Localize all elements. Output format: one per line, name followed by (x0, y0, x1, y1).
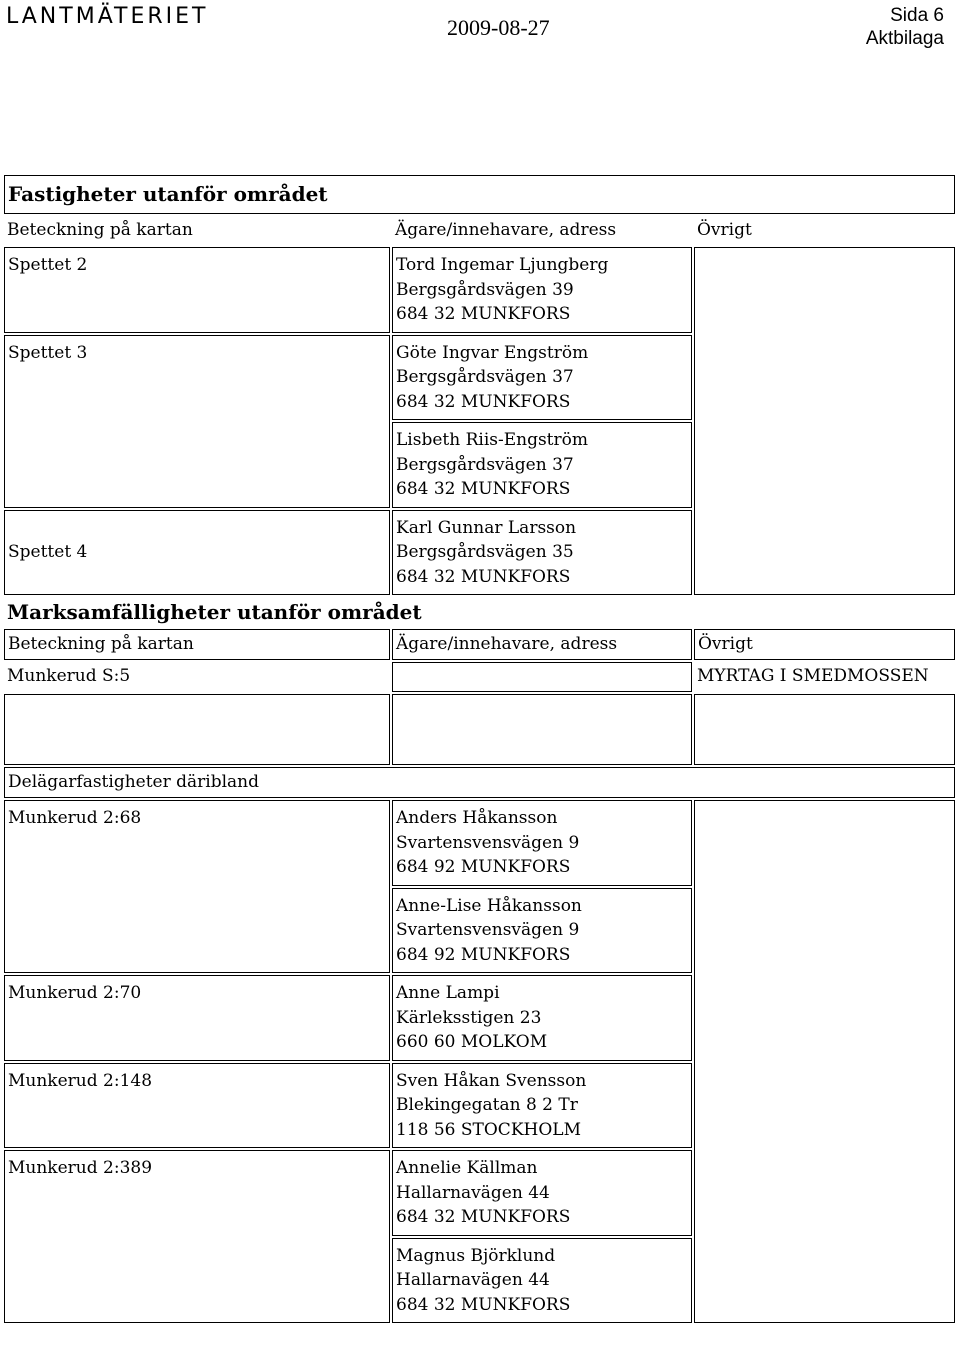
property-label: Munkerud 2:68 (4, 800, 390, 973)
owner-address (392, 888, 692, 974)
annex-label: Aktbilaga (865, 28, 944, 49)
owner-name: Annelie Källman (396, 1158, 538, 1178)
owner-street: Bergsgårdsvägen 37 (396, 454, 574, 475)
owner-address (392, 247, 692, 333)
page-header (0, 0, 960, 60)
empty-cell (4, 694, 390, 765)
table-row (4, 247, 955, 333)
property-label: Munkerud 2:70 (4, 975, 390, 1061)
samfallighet-label: Munkerud S:5 (7, 666, 131, 686)
owner-postal: 684 32 MUNKFORS (396, 566, 571, 587)
owner-name: Lisbeth Riis-Engström (396, 430, 588, 450)
owner-address (392, 1238, 692, 1324)
table-row (4, 694, 955, 765)
owner-address (392, 800, 692, 886)
col-header-other: Övrigt (697, 219, 752, 240)
other-cell (694, 800, 955, 1323)
empty-cell (694, 694, 955, 765)
document-date: 2009-08-27 (447, 15, 550, 40)
owner-street: Bergsgårdsvägen 39 (396, 279, 574, 300)
empty-cell (392, 694, 692, 765)
owner-postal: 684 92 MUNKFORS (396, 857, 571, 877)
owner-name: Magnus Björklund (396, 1245, 556, 1266)
owner-postal: 660 60 MOLKOM (396, 1032, 548, 1052)
owner-postal: 684 32 MUNKFORS (396, 479, 571, 499)
owner-postal: 684 32 MUNKFORS (396, 391, 571, 412)
section2-header-row (4, 629, 955, 661)
page-number: Sida 6 (890, 5, 944, 26)
section1-table (2, 173, 957, 1325)
property-label: Spettet 2 (4, 247, 390, 333)
property-label: Spettet 4 (4, 510, 390, 596)
owner-name: Anne-Lise Håkansson (396, 895, 582, 916)
owner-name: Sven Håkan Svensson (396, 1070, 587, 1091)
other-cell (694, 247, 955, 595)
col-header-designation: Beteckning på kartan (4, 629, 390, 661)
owner-name: Anders Håkansson (396, 808, 558, 828)
owner-address (392, 1063, 692, 1149)
owner-street: Blekingegatan 8 2 Tr (396, 1095, 578, 1115)
owner-address (392, 422, 692, 508)
owner-address (392, 975, 692, 1061)
owner-name: Anne Lampi (396, 983, 500, 1003)
col-header-other: Övrigt (694, 629, 955, 661)
document-body (2, 173, 957, 1325)
owner-street: Svartensvensvägen 9 (396, 920, 580, 940)
col-header-owner: Ägare/innehavare, adress (392, 629, 692, 661)
owner-street: Hallarnavägen 44 (396, 1182, 550, 1203)
owner-postal: 684 32 MUNKFORS (396, 1207, 571, 1227)
owner-postal: 684 32 MUNKFORS (396, 1294, 571, 1315)
section1-title: Fastigheter utanför området (4, 175, 955, 214)
page-info (866, 4, 944, 50)
owner-address (392, 510, 692, 596)
property-label: Munkerud 2:389 (4, 1150, 390, 1323)
property-label: Munkerud 2:148 (4, 1063, 390, 1149)
owner-cell-empty (392, 662, 692, 692)
col-header-owner: Ägare/innehavare, adress (395, 219, 617, 240)
owner-postal: 684 92 MUNKFORS (396, 944, 571, 965)
owner-street: Hallarnavägen 44 (396, 1270, 550, 1290)
samfallighet-note: MYRTAG I SMEDMOSSEN (697, 666, 929, 686)
property-label: Spettet 3 (4, 335, 390, 508)
owner-street: Kärleksstigen 23 (396, 1007, 542, 1028)
owner-name: Karl Gunnar Larsson (396, 517, 577, 538)
owner-address (392, 1150, 692, 1236)
owner-street: Bergsgårdsvägen 35 (396, 542, 574, 562)
section2-title: Marksamfälligheter utanför området (7, 600, 422, 624)
owner-street: Bergsgårdsvägen 37 (396, 367, 574, 387)
section1-header-row (4, 216, 955, 246)
owner-street: Svartensvensvägen 9 (396, 832, 580, 853)
col-header-designation: Beteckning på kartan (7, 219, 193, 240)
brand-name: LANTMÄTERIET (6, 4, 209, 29)
sub-title: Delägarfastigheter däribland (4, 767, 955, 799)
owner-address (392, 335, 692, 421)
table-row (4, 662, 955, 692)
table-row (4, 800, 955, 886)
owner-name: Göte Ingvar Engström (396, 342, 589, 363)
owner-postal: 118 56 STOCKHOLM (396, 1119, 581, 1140)
owner-postal: 684 32 MUNKFORS (396, 304, 571, 324)
owner-name: Tord Ingemar Ljungberg (396, 255, 609, 275)
